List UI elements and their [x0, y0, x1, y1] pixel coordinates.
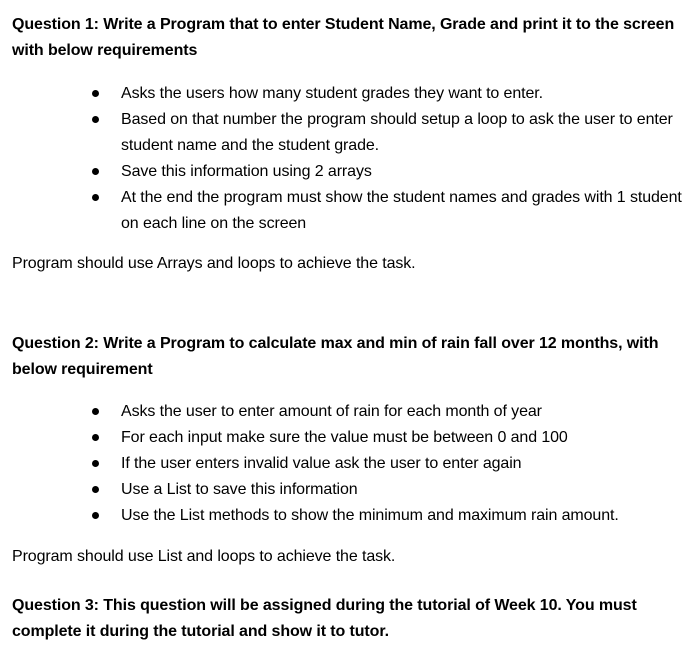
list-item-text: Asks the user to enter amount of rain for each month of year	[121, 403, 542, 420]
list-item	[92, 425, 682, 451]
list-item	[92, 185, 682, 237]
bullet-icon	[92, 408, 99, 415]
list-item	[92, 399, 682, 425]
list-item-text: Save this information using 2 arrays	[121, 163, 372, 180]
bullet-icon	[92, 116, 99, 123]
list-item-text: Use the List methods to show the minimum and maximum rain amount.	[121, 507, 619, 524]
question-1-requirements	[92, 81, 682, 237]
list-item	[92, 451, 682, 477]
question-2-requirements	[92, 399, 682, 529]
question-1-note: Program should use Arrays and loops to achieve the task.	[12, 255, 416, 272]
list-item-text: Based on that number the program should setup a loop to ask the user to enter student name and the student grade.	[121, 111, 673, 154]
bullet-icon	[92, 486, 99, 493]
question-3-heading: Question 3: This question will be assigned during the tutorial of Week 10. You must complete it during the tutorial and show it to tutor.	[12, 597, 637, 640]
list-item-text: At the end the program must show the student names and grades with 1 student on each line on the screen	[121, 189, 682, 232]
bullet-icon	[92, 90, 99, 97]
list-item-text: Asks the users how many student grades they want to enter.	[121, 85, 543, 102]
list-item	[92, 503, 682, 529]
question-2-note: Program should use List and loops to achieve the task.	[12, 548, 396, 565]
question-1-heading: Question 1: Write a Program that to enter Student Name, Grade and print it to the screen with below requirements	[12, 16, 675, 59]
question-2-heading: Question 2: Write a Program to calculate max and min of rain fall over 12 months, with below requirement	[12, 335, 659, 378]
list-item	[92, 477, 682, 503]
bullet-icon	[92, 194, 99, 201]
list-item-text: For each input make sure the value must be between 0 and 100	[121, 429, 568, 446]
bullet-icon	[92, 168, 99, 175]
bullet-icon	[92, 460, 99, 467]
bullet-icon	[92, 512, 99, 519]
list-item-text: If the user enters invalid value ask the user to enter again	[121, 455, 522, 472]
bullet-icon	[92, 434, 99, 441]
list-item-text: Use a List to save this information	[121, 481, 358, 498]
list-item	[92, 107, 682, 159]
list-item	[92, 81, 682, 107]
list-item	[92, 159, 682, 185]
